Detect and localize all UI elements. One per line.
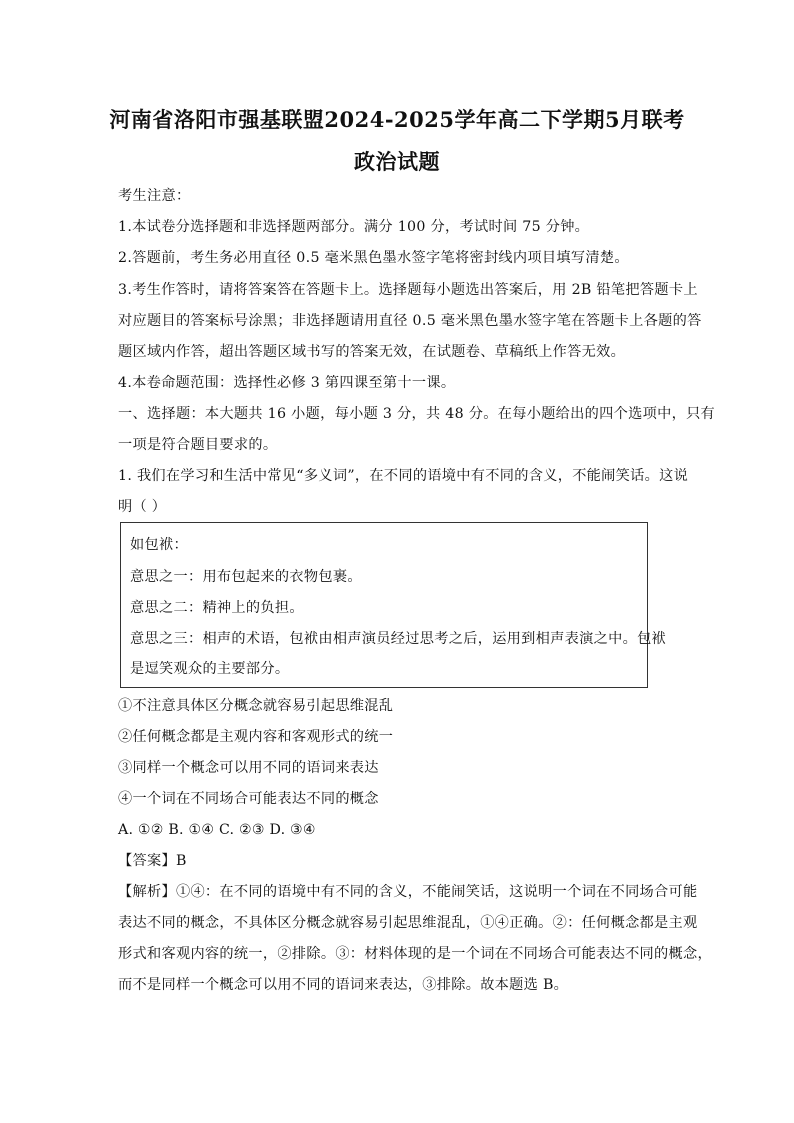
- question-stem: 1. 我们在学习和生活中常见“多义词”，在不同的语境中有不同的含义，不能闹笑话。这说: [118, 468, 689, 484]
- document-title: 河南省洛阳市强基联盟2024-2025学年高二下学期5月联考: [109, 107, 685, 132]
- notice-heading: 考生注意：: [118, 188, 191, 204]
- section-instruction: 一、选择题：本大题共 16 小题，每小题 3 分，共 48 分。在每小题给出的四个选项中，只有: [118, 406, 716, 422]
- statement-4: ④一个词在不同场合可能表达不同的概念: [118, 791, 379, 807]
- statement-1: ①不注意具体区分概念就容易引起思维混乱: [118, 698, 394, 714]
- notice-item: 2.答题前，考生务必用直径 0.5 毫米黑色墨水签字笔将密封线内项目填写清楚。: [118, 250, 629, 266]
- document-subtitle: 政治试题: [354, 149, 440, 174]
- answer-options: A. ①② B. ①④ C. ②③ D. ③④: [118, 822, 316, 838]
- section-instruction-cont: 一项是符合题目要求的。: [118, 437, 278, 453]
- material-box: [120, 522, 667, 688]
- notice-item: 对应题目的答案标号涂黑；非选择题请用直径 0.5 毫米黑色墨水签字笔在答题卡上各题的答: [118, 313, 702, 329]
- material-line: 意思之二：精神上的负担。: [130, 600, 304, 616]
- material-line: 意思之三：相声的术语，包袱由相声演员经过思考之后，运用到相声表演之中。包袱: [130, 631, 667, 647]
- notice-item: 题区域内作答，超出答题区域书写的答案无效，在试题卷、草稿纸上作答无效。: [118, 344, 626, 360]
- analysis-line: 表达不同的概念，不具体区分概念就容易引起思维混乱，①④正确。②：任何概念都是主观: [118, 915, 698, 931]
- statement-3: ③同样一个概念可以用不同的语词来表达: [118, 760, 379, 776]
- notice-item: 1.本试卷分选择题和非选择题两部分。满分 100 分，考试时间 75 分钟。: [118, 219, 590, 235]
- analysis-line: 【解析】①④：在不同的语境中有不同的含义，不能闹笑话，这说明一个词在不同场合可能: [118, 884, 698, 900]
- statement-2: ②任何概念都是主观内容和客观形式的统一: [118, 729, 394, 745]
- notice-item: 4.本卷命题范围：选择性必修 3 第四课至第十一课。: [118, 375, 456, 391]
- material-line: 是逗笑观众的主要部分。: [130, 661, 290, 677]
- notice-item: 3.考生作答时，请将答案答在答题卡上。选择题每小题选出答案后，用 2B 铅笔把答题卡上: [118, 282, 698, 298]
- analysis-line: 而不是同样一个概念可以用不同的语词来表达，③排除。故本题选 B。: [118, 977, 569, 993]
- question-stem-cont: 明（ ）: [118, 499, 167, 515]
- answer-key: 【答案】B: [118, 853, 187, 869]
- material-line: 如包袱：: [130, 537, 188, 553]
- analysis-line: 形式和客观内容的统一，②排除。③：材料体现的是一个词在不同场合可能表达不同的概念，: [118, 946, 712, 962]
- material-line: 意思之一：用布包起来的衣物包裹。: [130, 569, 362, 585]
